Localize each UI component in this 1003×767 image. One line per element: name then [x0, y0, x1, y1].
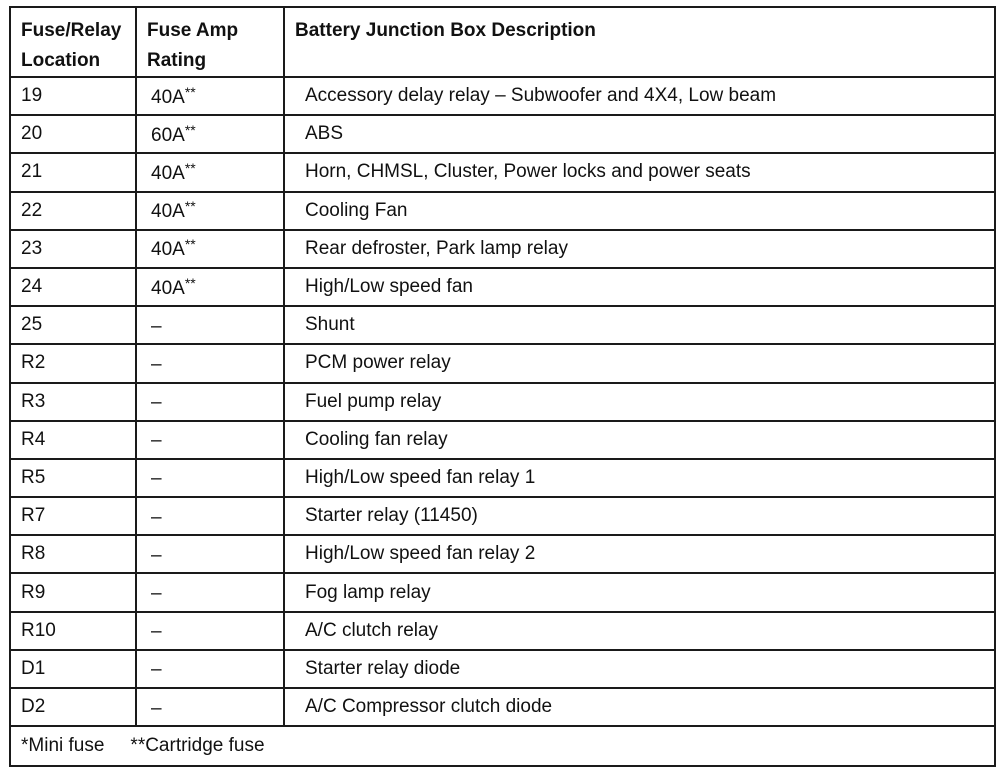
table-row — [10, 192, 995, 230]
cell-location: R10 — [10, 612, 136, 650]
footnote-cartridge: **Cartridge fuse — [130, 735, 265, 757]
table-row — [10, 383, 995, 421]
cell-location: 19 — [10, 77, 136, 115]
amp-value: – — [151, 315, 162, 337]
cell-amp — [136, 153, 284, 191]
cell-description: Starter relay diode — [284, 650, 995, 688]
cell-amp — [136, 192, 284, 230]
header-location-line2: Location — [21, 50, 101, 71]
cell-amp — [136, 497, 284, 535]
header-description: Battery Junction Box Description — [284, 7, 995, 77]
cell-location: 20 — [10, 115, 136, 153]
footnote-cell — [10, 726, 995, 766]
amp-footnote-mark: ** — [184, 83, 196, 100]
fuse-table-container — [9, 6, 994, 762]
amp-footnote-mark: ** — [184, 236, 196, 253]
cell-location: R7 — [10, 497, 136, 535]
cell-location: R5 — [10, 459, 136, 497]
table-row — [10, 153, 995, 191]
cell-description: Starter relay (11450) — [284, 497, 995, 535]
amp-value: – — [151, 468, 162, 490]
table-header-row — [10, 7, 995, 77]
cell-description: Shunt — [284, 306, 995, 344]
amp-value: 40A — [151, 277, 185, 299]
footnote-mini: *Mini fuse — [21, 735, 105, 757]
cell-description: High/Low speed fan — [284, 268, 995, 306]
cell-amp — [136, 535, 284, 573]
cell-description: A/C clutch relay — [284, 612, 995, 650]
cell-amp — [136, 77, 284, 115]
table-row — [10, 535, 995, 573]
amp-value: – — [151, 659, 162, 681]
cell-location: D2 — [10, 688, 136, 726]
header-location — [10, 7, 136, 77]
cell-amp — [136, 573, 284, 611]
amp-value: 40A — [151, 201, 185, 223]
cell-amp — [136, 688, 284, 726]
cell-description: Horn, CHMSL, Cluster, Power locks and power seats — [284, 153, 995, 191]
table-row — [10, 612, 995, 650]
footnote-row — [10, 726, 995, 766]
cell-location: 21 — [10, 153, 136, 191]
cell-location: 24 — [10, 268, 136, 306]
table-row — [10, 230, 995, 268]
table-row — [10, 77, 995, 115]
header-location-line1: Fuse/Relay — [21, 20, 122, 41]
table-row — [10, 344, 995, 382]
amp-value: – — [151, 392, 162, 414]
table-row — [10, 268, 995, 306]
cell-description: High/Low speed fan relay 1 — [284, 459, 995, 497]
cell-location: R2 — [10, 344, 136, 382]
table-row — [10, 115, 995, 153]
cell-amp — [136, 421, 284, 459]
header-amp — [136, 7, 284, 77]
amp-value: – — [151, 353, 162, 375]
amp-value: – — [151, 697, 162, 719]
table-row — [10, 421, 995, 459]
amp-value: – — [151, 621, 162, 643]
cell-description: Accessory delay relay – Subwoofer and 4X4, Low beam — [284, 77, 995, 115]
cell-location: R8 — [10, 535, 136, 573]
table-row — [10, 497, 995, 535]
cell-amp — [136, 383, 284, 421]
cell-location: 23 — [10, 230, 136, 268]
cell-description: Fog lamp relay — [284, 573, 995, 611]
amp-value: 40A — [151, 162, 185, 184]
cell-description: Fuel pump relay — [284, 383, 995, 421]
header-amp-line2: Rating — [147, 50, 207, 71]
amp-footnote-mark: ** — [184, 121, 196, 138]
cell-amp — [136, 306, 284, 344]
amp-value: 60A — [151, 124, 185, 146]
amp-value: – — [151, 430, 162, 452]
amp-footnote-mark: ** — [184, 274, 196, 291]
cell-amp — [136, 268, 284, 306]
amp-value: – — [151, 506, 162, 528]
cell-location: 22 — [10, 192, 136, 230]
amp-footnote-mark: ** — [184, 198, 196, 215]
cell-amp — [136, 612, 284, 650]
amp-footnote-mark: ** — [184, 159, 196, 176]
cell-location: R3 — [10, 383, 136, 421]
cell-location: R4 — [10, 421, 136, 459]
cell-location: D1 — [10, 650, 136, 688]
amp-value: 40A — [151, 86, 185, 108]
cell-description: Cooling fan relay — [284, 421, 995, 459]
cell-amp — [136, 115, 284, 153]
cell-location: 25 — [10, 306, 136, 344]
table-row — [10, 306, 995, 344]
amp-value: – — [151, 544, 162, 566]
cell-description: Rear defroster, Park lamp relay — [284, 230, 995, 268]
cell-amp — [136, 344, 284, 382]
amp-value: – — [151, 583, 162, 605]
cell-description: ABS — [284, 115, 995, 153]
amp-value: 40A — [151, 239, 185, 261]
cell-location: R9 — [10, 573, 136, 611]
table-row — [10, 688, 995, 726]
cell-description: Cooling Fan — [284, 192, 995, 230]
cell-description: A/C Compressor clutch diode — [284, 688, 995, 726]
cell-amp — [136, 650, 284, 688]
table-row — [10, 573, 995, 611]
table-row — [10, 650, 995, 688]
header-amp-line1: Fuse Amp — [147, 20, 239, 41]
cell-description: PCM power relay — [284, 344, 995, 382]
cell-amp — [136, 459, 284, 497]
table-row — [10, 459, 995, 497]
cell-description: High/Low speed fan relay 2 — [284, 535, 995, 573]
fuse-table — [9, 6, 996, 767]
cell-amp — [136, 230, 284, 268]
